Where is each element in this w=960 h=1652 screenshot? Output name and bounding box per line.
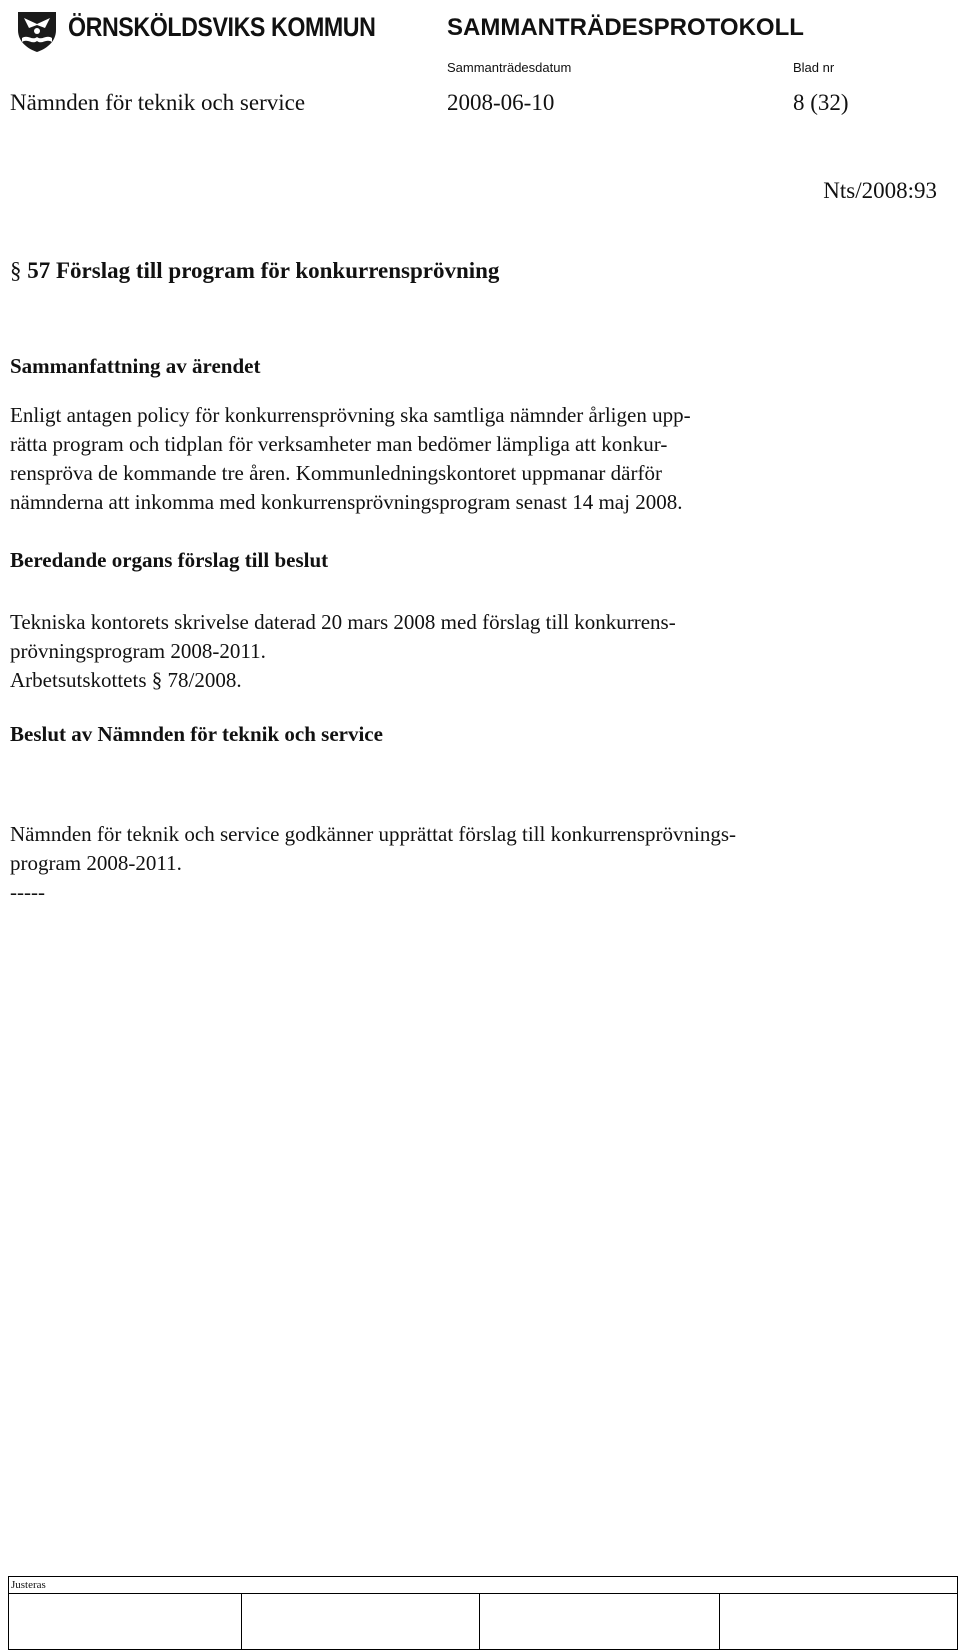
- meeting-date: 2008-06-10: [447, 90, 555, 115]
- adjust-label: Justeras: [11, 1579, 46, 1591]
- body-line: rätta program och tidplan för verksamheter man bedömer lämpliga att konkur-: [10, 432, 668, 456]
- section-heading: Beredande organs förslag till beslut: [10, 548, 329, 572]
- table-column-divider: [719, 1593, 720, 1649]
- board-name: Nämnden för teknik och service: [10, 90, 306, 115]
- signature-table: [8, 1576, 958, 1650]
- body-line: renspröva de kommande tre åren. Kommunledningskontoret uppmanar därför: [10, 461, 662, 485]
- body-line: Tekniska kontorets skrivelse daterad 20 mars 2008 med förslag till konkurrens-: [10, 610, 676, 634]
- municipal-coat-of-arms-logo: [12, 8, 62, 54]
- table-divider: [9, 1593, 957, 1594]
- item-title-text: 57 Förslag till program för konkurrensprövning: [27, 258, 500, 283]
- page-number-label: Blad nr: [793, 60, 835, 75]
- table-column-divider: [479, 1593, 480, 1649]
- section-heading: Sammanfattning av ärendet: [10, 354, 261, 378]
- section-proposal: [10, 546, 328, 575]
- case-reference: Nts/2008:93: [823, 178, 937, 203]
- meeting-date-label: Sammanträdesdatum: [447, 60, 572, 75]
- document-type-title: SAMMANTRÄDESPROTOKOLL: [447, 14, 804, 41]
- section-decision-body: [10, 820, 736, 907]
- organization-name: ÖRNSKÖLDSVIKS KOMMUN: [68, 12, 376, 42]
- body-line: Enligt antagen policy för konkurrensprövning ska samtliga nämnder årligen upp-: [10, 403, 691, 427]
- body-line: Nämnden för teknik och service godkänner upprättat förslag till konkurrensprövnings-: [10, 822, 737, 846]
- section-summary: [10, 352, 260, 381]
- table-column-divider: [241, 1593, 242, 1649]
- item-title: [10, 258, 499, 284]
- body-line: program 2008-2011.: [10, 851, 182, 875]
- paragraph-symbol: §: [10, 258, 22, 283]
- page-number: 8 (32): [793, 90, 849, 115]
- section-proposal-body: [10, 608, 676, 695]
- body-line: prövningsprogram 2008-2011.: [10, 639, 266, 663]
- body-line: -----: [10, 880, 45, 904]
- section-summary-body: [10, 401, 691, 517]
- section-heading: Beslut av Nämnden för teknik och service: [10, 722, 383, 746]
- section-decision: [10, 720, 383, 749]
- body-line: Arbetsutskottets § 78/2008.: [10, 668, 242, 692]
- body-line: nämnderna att inkomma med konkurrensprövningsprogram senast 14 maj 2008.: [10, 490, 683, 514]
